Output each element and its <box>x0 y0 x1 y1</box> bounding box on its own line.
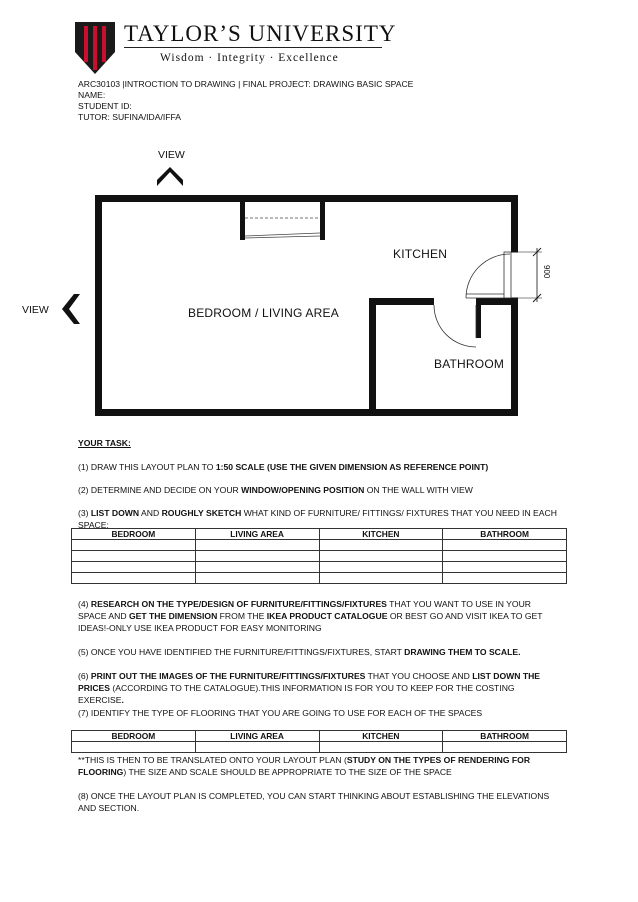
table-row[interactable] <box>72 562 567 573</box>
bathroom-door-stub <box>476 298 481 338</box>
outer-wall-right-upper <box>511 195 518 252</box>
outer-wall-top <box>95 195 518 202</box>
kitchen-counter-right <box>320 202 325 240</box>
task-4: (4) RESEARCH ON THE TYPE/DESIGN OF FURNITURE/FITTINGS/FIXTURES THAT YOU WANT TO USE IN YOUR SPACE AND GET THE DIMENSION FROM THE IKEA PRODUCT CATALOGUE OR BEST GO AND VISIT IKEA TO GET IDEAS!-ONLY USE IKEA PRODUCT FOR EASY MONITORING <box>78 599 543 633</box>
task-8: (8) ONCE THE LAYOUT PLAN IS COMPLETED, YOU CAN START THINKING ABOUT ESTABLISHING THE ELEVATIONS AND SECTION. <box>78 791 550 813</box>
view-top-label: VIEW <box>158 149 185 161</box>
outer-wall-left <box>95 195 102 416</box>
floor-plan <box>0 0 638 430</box>
task-5: (5) ONCE YOU HAVE IDENTIFIED THE FURNITURE/FITTINGS/FIXTURES, START DRAWING THEM TO SCALE. <box>78 647 521 657</box>
col-living-area: LIVING AREA <box>195 731 319 742</box>
room-label-kitchen: KITCHEN <box>393 247 448 261</box>
room-label-bedroom-living: BEDROOM / LIVING AREA <box>188 306 339 320</box>
entrance-door-swing <box>466 254 510 298</box>
table-row[interactable] <box>72 742 567 753</box>
furniture-table <box>71 528 567 584</box>
dimension-value: 900 <box>542 265 551 279</box>
task-1: (1) DRAW THIS LAYOUT PLAN TO 1:50 SCALE (USE THE GIVEN DIMENSION AS REFERENCE POINT) <box>78 462 489 472</box>
task-2: (2) DETERMINE AND DECIDE ON YOUR WINDOW/OPENING POSITION ON THE WALL WITH VIEW <box>78 485 473 495</box>
col-bedroom: BEDROOM <box>72 731 196 742</box>
bathroom-wall-top <box>369 298 434 305</box>
university-name: TAYLOR’S UNIVERSITY <box>124 21 397 46</box>
col-bedroom: BEDROOM <box>72 529 196 540</box>
bathroom-wall-left <box>369 298 376 416</box>
bathroom-door-swing <box>434 305 476 347</box>
col-kitchen: KITCHEN <box>319 529 443 540</box>
col-bathroom: BATHROOM <box>443 529 567 540</box>
kitchen-counter-left <box>240 202 245 240</box>
table-row[interactable] <box>72 540 567 551</box>
name-line: NAME: <box>78 90 106 100</box>
view-top-arrow-icon <box>157 167 183 186</box>
task-6: (6) PRINT OUT THE IMAGES OF THE FURNITURE/FITTINGS/FIXTURES THAT YOU CHOOSE AND LIST DOWN THE PRICES (ACCORDING TO THE CATALOGUE).THIS INFORMATION IS FOR YOU TO KEEP FOR THE COSTING EXERCISE. <box>78 671 541 705</box>
bathroom-wall-top-right <box>476 298 518 305</box>
room-label-bathroom: BATHROOM <box>434 357 505 371</box>
view-left-label: VIEW <box>22 304 49 316</box>
col-bathroom: BATHROOM <box>443 731 567 742</box>
outer-wall-bottom <box>95 409 518 416</box>
task-heading: YOUR TASK: <box>78 438 131 448</box>
tutor-line: TUTOR: SUFINA/IDA/IFFA <box>78 112 181 122</box>
table-row[interactable] <box>72 551 567 562</box>
view-left-arrow-icon <box>62 294 80 324</box>
outer-wall-right-lower <box>511 298 518 416</box>
flooring-table <box>71 730 567 753</box>
flooring-note: **THIS IS THEN TO BE TRANSLATED ONTO YOUR LAYOUT PLAN (STUDY ON THE TYPES OF RENDERING FOR FLOORING) THE SIZE AND SCALE SHOULD BE APPROPRIATE TO THE SIZE OF THE SPACE <box>78 755 531 777</box>
course-line: ARC30103 |INTROCTION TO DRAWING | FINAL PROJECT: DRAWING BASIC SPACE <box>78 79 414 89</box>
table-row[interactable] <box>72 573 567 584</box>
university-motto: Wisdom · Integrity · Excellence <box>160 52 339 64</box>
col-kitchen: KITCHEN <box>319 731 443 742</box>
task-7: (7) IDENTIFY THE TYPE OF FLOORING THAT YOU ARE GOING TO USE FOR EACH OF THE SPACES <box>78 708 483 718</box>
col-living-area: LIVING AREA <box>195 529 319 540</box>
student-id-line: STUDENT ID: <box>78 101 132 111</box>
task-3: (3) LIST DOWN AND ROUGHLY SKETCH WHAT KIND OF FURNITURE/ FITTINGS/ FIXTURES THAT YOU NEED IN EACH SPACE: <box>78 508 557 530</box>
